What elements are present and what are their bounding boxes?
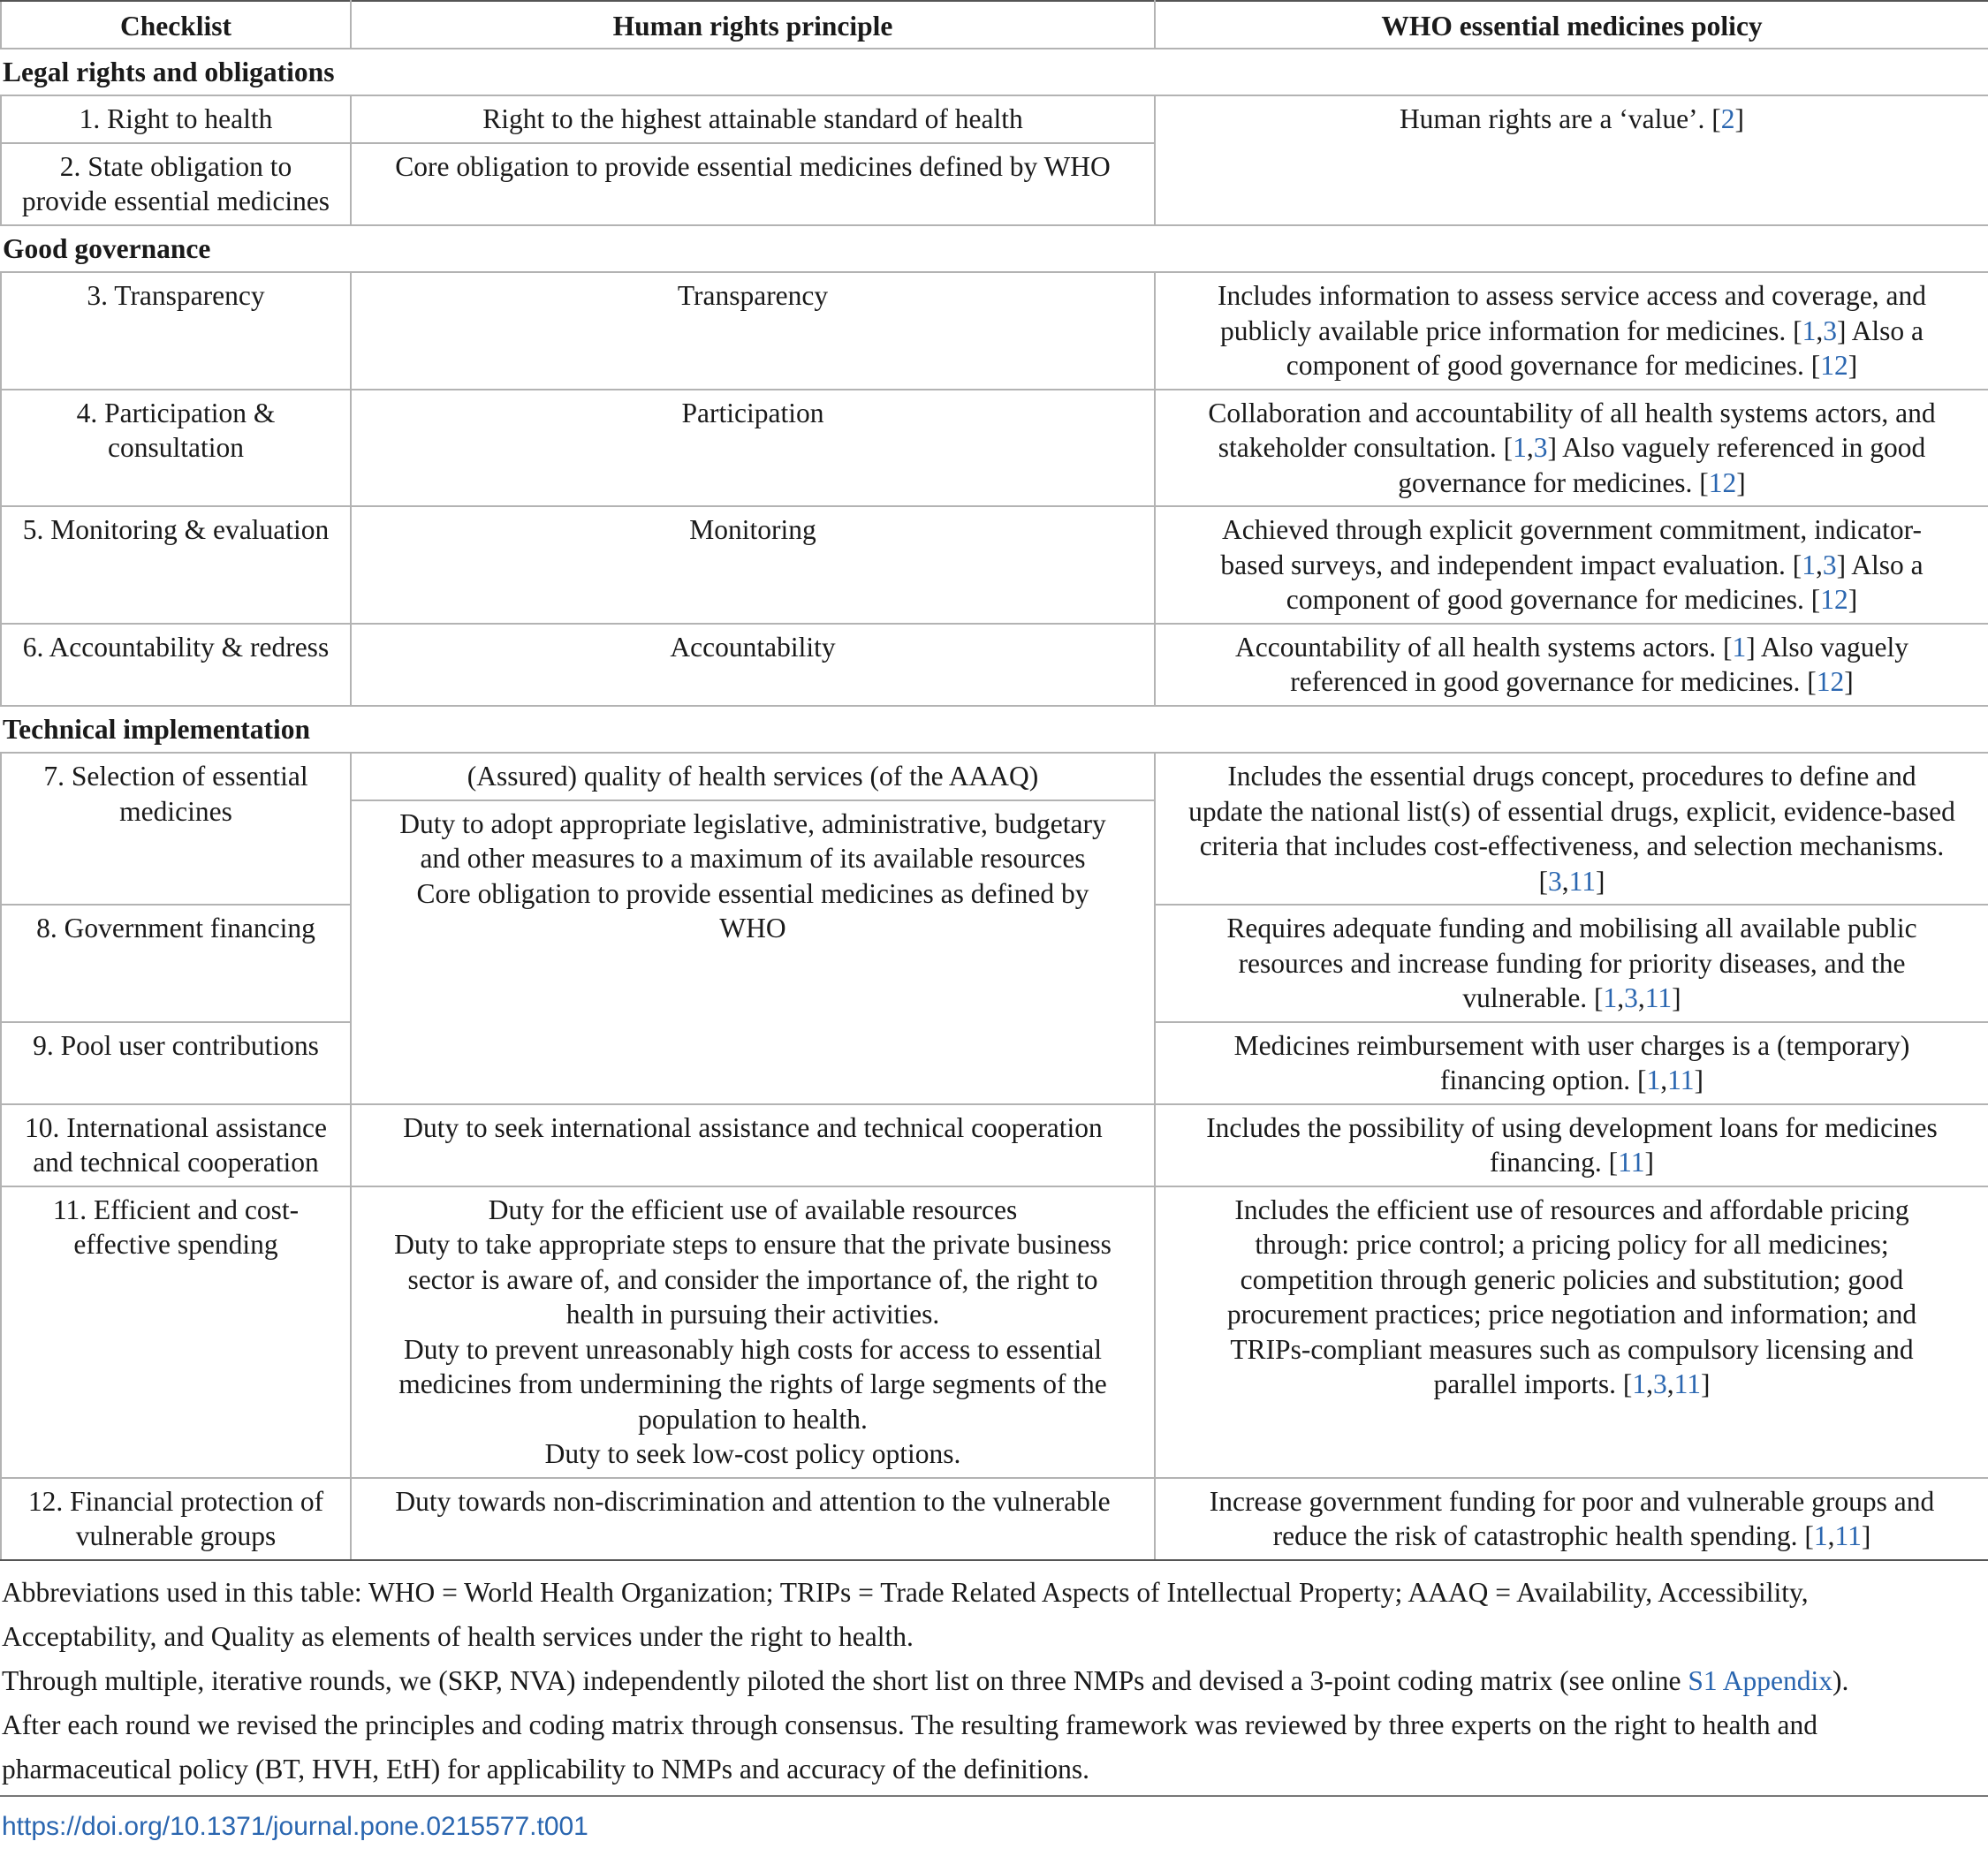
- reference-link[interactable]: 1: [1802, 314, 1817, 346]
- row3-checklist: 3. Transparency: [1, 272, 351, 390]
- row7-checklist: 7. Selection of essential medicines: [1, 753, 351, 905]
- doi-link[interactable]: https://doi.org/10.1371/journal.pone.0215577.t001: [2, 1812, 588, 1841]
- table-header-row: [1, 1, 1988, 49]
- footer-divider: [0, 1795, 1988, 1797]
- row10-policy: Includes the possibility of using development loans for medicines financing. [11]: [1155, 1104, 1988, 1186]
- reference-link[interactable]: 1: [1732, 631, 1747, 663]
- section-governance: Good governance: [1, 225, 1988, 273]
- row3-policy: Includes information to assess service access and coverage, and publicly available price information for medicines. [1,3] Also a component of good governance for medicines. [12]: [1155, 272, 1988, 390]
- section-row: [1, 706, 1988, 754]
- reference-link[interactable]: 12: [1708, 466, 1737, 498]
- table-footnotes: [2, 1571, 1981, 1792]
- row3-principle: Transparency: [351, 272, 1155, 390]
- reference-link[interactable]: 3: [1548, 865, 1562, 897]
- row2-principle: Core obligation to provide essential medicines defined by WHO: [351, 143, 1155, 225]
- reference-link[interactable]: 11: [1644, 982, 1673, 1013]
- row7-principle: (Assured) quality of health services (of the AAAQ): [351, 753, 1155, 800]
- reference-link[interactable]: 3: [1624, 982, 1638, 1013]
- table-row: [1, 95, 1988, 143]
- reference-link[interactable]: 11: [1834, 1520, 1862, 1551]
- reference-link[interactable]: 12: [1820, 350, 1848, 381]
- row8-policy: Requires adequate funding and mobilising all available public resources and increase funding for priority diseases, and the vulnerable. [1,3,11]: [1155, 905, 1988, 1022]
- reference-link[interactable]: 3: [1823, 314, 1837, 346]
- reference-link[interactable]: 1: [1513, 432, 1527, 463]
- table-row: [1, 272, 1988, 390]
- table-row: [1, 1104, 1988, 1186]
- rows7-9-principle: Duty to adopt appropriate legislative, administrative, budgetary and other measures to a maximum of its available resources Core obligation to provide essential medicines as defined by WHO: [351, 800, 1155, 1104]
- row9-checklist: 9. Pool user contributions: [1, 1022, 351, 1104]
- s1-appendix-link[interactable]: S1 Appendix: [1688, 1665, 1832, 1696]
- row6-checklist: 6. Accountability & redress: [1, 624, 351, 706]
- reference-link[interactable]: 3: [1533, 432, 1548, 463]
- section-row: [1, 225, 1988, 273]
- row1-principle: Right to the highest attainable standard of health: [351, 95, 1155, 143]
- row4-policy: Collaboration and accountability of all health systems actors, and stakeholder consultation. [1,3] Also vaguely referenced in good governance for medicines. [12]: [1155, 390, 1988, 507]
- row4-checklist: 4. Participation & consultation: [1, 390, 351, 507]
- section-technical: Technical implementation: [1, 706, 1988, 754]
- section-row: [1, 49, 1988, 96]
- row4-principle: Participation: [351, 390, 1155, 507]
- method-note-line-2: After each round we revised the principles and coding matrix through consensus. The resulting framework was reviewed by three experts on the right to health and: [2, 1709, 1818, 1740]
- reference-link[interactable]: 1: [1632, 1368, 1647, 1399]
- row6-policy: Accountability of all health systems actors. [1] Also vaguely referenced in good governance for medicines. [12]: [1155, 624, 1988, 706]
- table-row: [1, 624, 1988, 706]
- reference-link[interactable]: 1: [1813, 1520, 1828, 1551]
- reference-link[interactable]: 12: [1820, 584, 1848, 615]
- abbreviations-line-2: Acceptability, and Quality as elements of health services under the right to health.: [2, 1621, 914, 1652]
- reference-link[interactable]: 11: [1667, 1065, 1695, 1095]
- table-row: [1, 1478, 1988, 1560]
- row12-checklist: 12. Financial protection of vulnerable groups: [1, 1478, 351, 1560]
- abbreviations-line-1: Abbreviations used in this table: WHO = World Health Organization; TRIPs = Trade Related Aspects of Intellectual Property; AAAQ = Availability, Accessibility,: [2, 1577, 1809, 1608]
- table-row: [1, 753, 1988, 800]
- method-note-line-1: Through multiple, iterative rounds, we (SKP, NVA) independently piloted the short list on three NMPs and devised a 3-point coding matrix (see online S1 Appendix).: [2, 1665, 1849, 1696]
- row7-policy: Includes the essential drugs concept, procedures to define and update the national list(s) of essential drugs, explicit, evidence-based criteria that includes cost-effectiveness, and selection mechanisms. [3,11]: [1155, 753, 1988, 905]
- row11-policy: Includes the efficient use of resources and affordable pricing through: price control; a pricing policy for all medicines; competition through generic policies and substitution; good procurement practices; price negotiation and information; and TRIPs-compliant measures such as compulsory licensing and parallel imports. [1,3,11]: [1155, 1186, 1988, 1478]
- reference-link[interactable]: 11: [1618, 1147, 1645, 1178]
- row12-principle: Duty towards non-discrimination and attention to the vulnerable: [351, 1478, 1155, 1560]
- table-row: [1, 506, 1988, 624]
- row5-policy: Achieved through explicit government commitment, indicator- based surveys, and independent impact evaluation. [1,3] Also a component of good governance for medicines. [12]: [1155, 506, 1988, 624]
- row10-checklist: 10. International assistance and technical cooperation: [1, 1104, 351, 1186]
- reference-link[interactable]: 2: [1720, 103, 1735, 134]
- reference-link[interactable]: 1: [1802, 549, 1816, 580]
- row12-policy: Increase government funding for poor and vulnerable groups and reduce the risk of catastrophic health spending. [1,11]: [1155, 1478, 1988, 1560]
- row6-principle: Accountability: [351, 624, 1155, 706]
- row5-checklist: 5. Monitoring & evaluation: [1, 506, 351, 624]
- row5-principle: Monitoring: [351, 506, 1155, 624]
- row8-checklist: 8. Government financing: [1, 905, 351, 1022]
- header-checklist: Checklist: [1, 1, 351, 49]
- header-human-rights-principle: Human rights principle: [351, 1, 1155, 49]
- reference-link[interactable]: 1: [1646, 1065, 1661, 1095]
- reference-link[interactable]: 11: [1673, 1368, 1701, 1399]
- rows1-2-policy: Human rights are a ‘value’. [2]: [1155, 95, 1988, 225]
- section-legal: Legal rights and obligations: [1, 49, 1988, 96]
- method-note-line-3: pharmaceutical policy (BT, HVH, EtH) for applicability to NMPs and accuracy of the definitions.: [2, 1754, 1090, 1785]
- table-row: [1, 1186, 1988, 1478]
- reference-link[interactable]: 11: [1568, 865, 1596, 897]
- row11-principle: Duty for the efficient use of available resources Duty to take appropriate steps to ensure that the private business sector is aware of, and consider the importance of, the right to health in pursuing their activities. Duty to prevent unreasonably high costs for access to essential medicines from undermining the rights of large segments of the population to health. Duty to seek low-cost policy options.: [351, 1186, 1155, 1478]
- header-who-policy: WHO essential medicines policy: [1155, 1, 1988, 49]
- table-row: [1, 390, 1988, 507]
- row10-principle: Duty to seek international assistance and technical cooperation: [351, 1104, 1155, 1186]
- reference-link[interactable]: 3: [1652, 1368, 1667, 1399]
- reference-link[interactable]: 1: [1603, 982, 1618, 1013]
- row11-checklist: 11. Efficient and cost- effective spending: [1, 1186, 351, 1478]
- row9-policy: Medicines reimbursement with user charges is a (temporary) financing option. [1,11]: [1155, 1022, 1988, 1104]
- reference-link[interactable]: 12: [1816, 666, 1845, 697]
- row1-checklist: 1. Right to health: [1, 95, 351, 143]
- row2-checklist: 2. State obligation to provide essential medicines: [1, 143, 351, 225]
- reference-link[interactable]: 3: [1822, 549, 1837, 580]
